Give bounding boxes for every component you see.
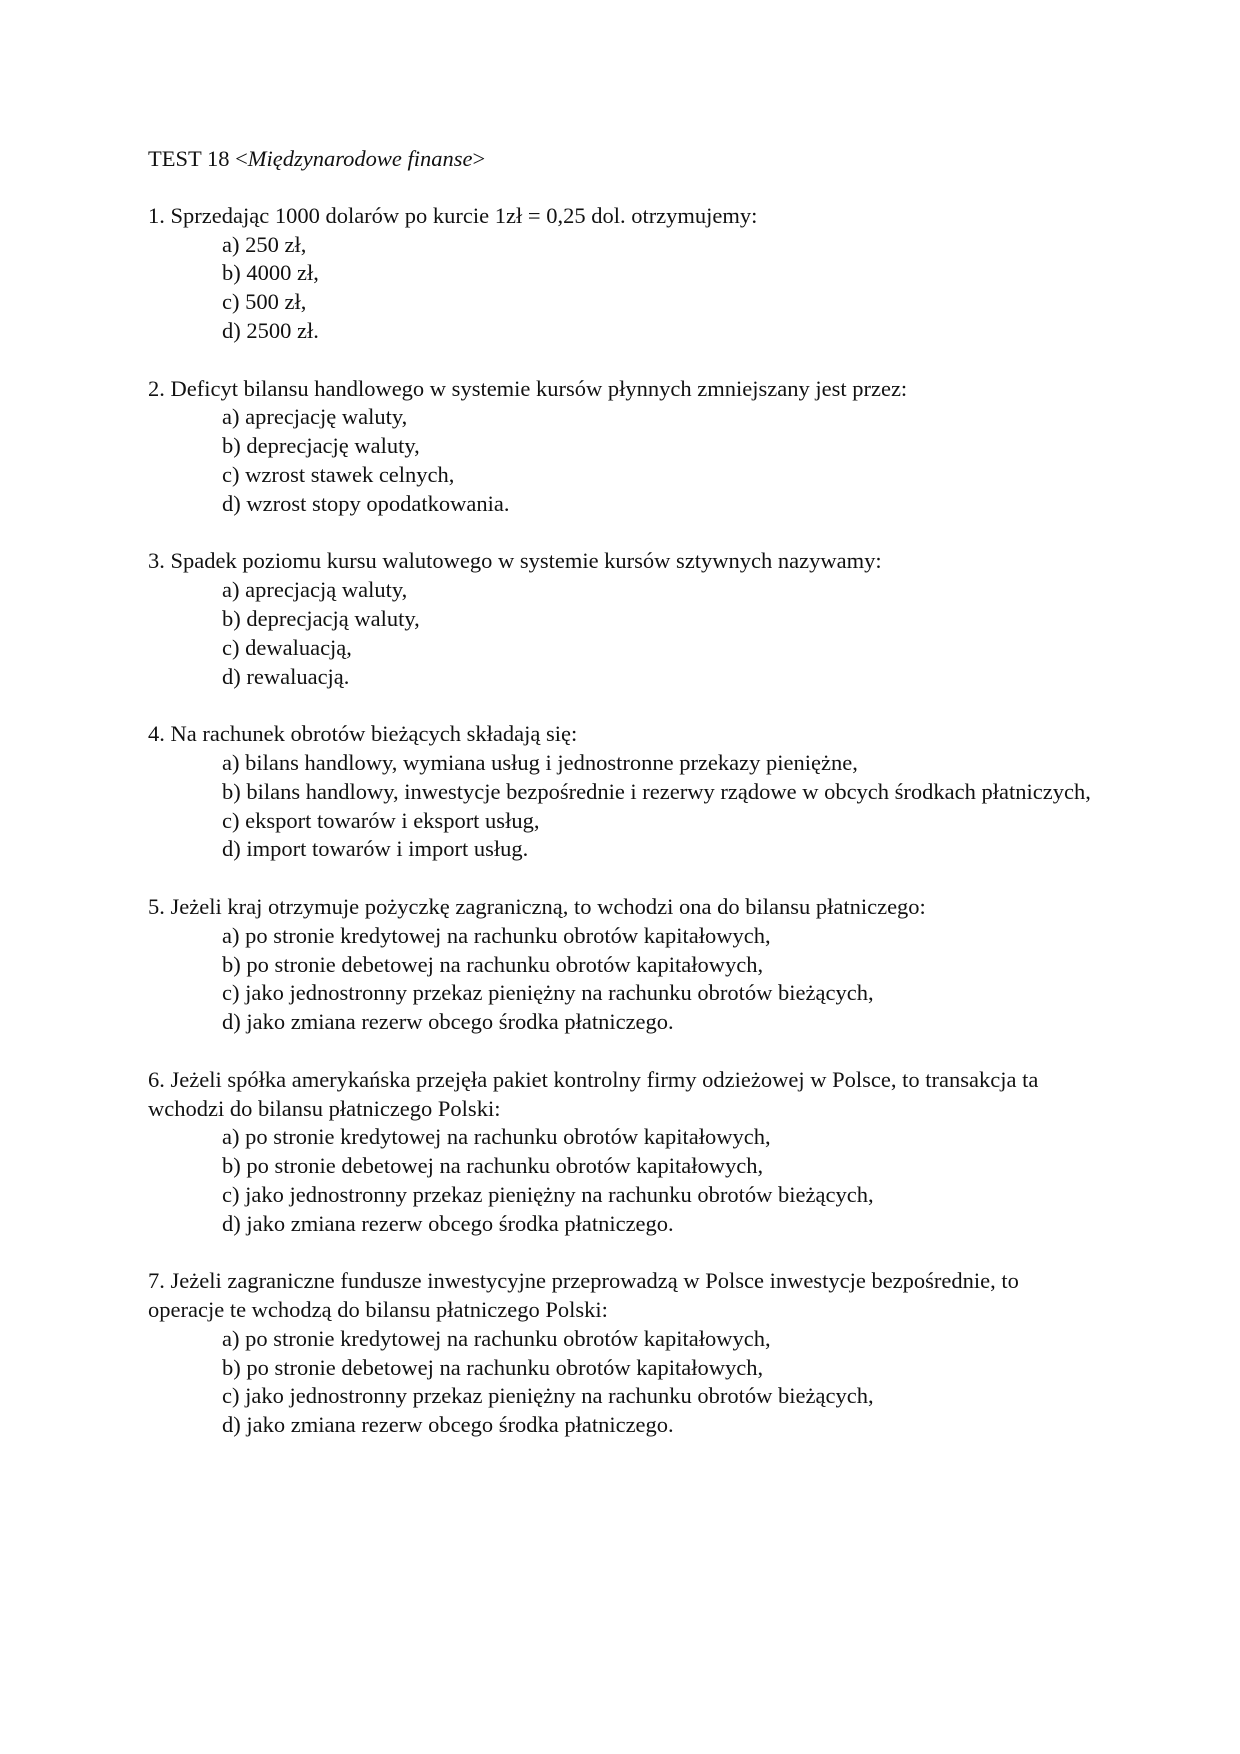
answer-option: d) import towarów i import usług. (222, 836, 529, 862)
question-text: 1. Sprzedając 1000 dolarów po kurcie 1zł = 0,25 dol. otrzymujemy: (148, 202, 758, 228)
question-4 (148, 720, 1098, 864)
answer-option: a) bilans handlowy, wymiana usług i jednostronne przekazy pieniężne, (222, 749, 858, 775)
question-7 (148, 1267, 1098, 1440)
answer-option: b) po stronie debetowej na rachunku obrotów kapitałowych, (222, 1354, 764, 1380)
answer-option: a) 250 zł, (222, 231, 307, 257)
answer-option: b) deprecjacją waluty, (222, 605, 420, 631)
title-prefix: TEST 18 < (148, 146, 248, 171)
title-suffix: > (472, 146, 486, 171)
answer-option: b) 4000 zł, (222, 260, 319, 286)
answer-option: a) po stronie kredytowej na rachunku obrotów kapitałowych, (222, 1325, 771, 1351)
answer-option: c) jako jednostronny przekaz pieniężny na rachunku obrotów bieżących, (222, 980, 874, 1006)
answer-option: c) 500 zł, (222, 289, 307, 315)
answer-option: d) jako zmiana rezerw obcego środka płatniczego. (222, 1412, 674, 1438)
answer-option: d) jako zmiana rezerw obcego środka płatniczego. (222, 1009, 674, 1035)
question-3 (148, 547, 1098, 691)
answer-list (148, 576, 1098, 691)
answer-option: b) deprecjację waluty, (222, 433, 420, 459)
answer-list (148, 922, 1098, 1037)
question-1 (148, 202, 1098, 346)
answer-list (148, 749, 1098, 864)
question-6 (148, 1066, 1098, 1239)
answer-option: d) 2500 zł. (222, 317, 319, 343)
answer-list (148, 1123, 1098, 1238)
answer-option: c) wzrost stawek celnych, (222, 461, 455, 487)
question-text: 4. Na rachunek obrotów bieżących składają się: (148, 721, 578, 747)
document-title (148, 145, 1098, 174)
answer-option: b) po stronie debetowej na rachunku obrotów kapitałowych, (222, 1153, 764, 1179)
question-text: 6. Jeżeli spółka amerykańska przejęła pakiet kontrolny firmy odzieżowej w Polsce, to transakcja ta wchodzi do bilansu płatniczego Polski: (148, 1066, 1039, 1121)
answer-option: d) wzrost stopy opodatkowania. (222, 490, 510, 516)
answer-option: c) jako jednostronny przekaz pieniężny na rachunku obrotów bieżących, (222, 1383, 874, 1409)
answer-option: a) po stronie kredytowej na rachunku obrotów kapitałowych, (222, 1124, 771, 1150)
document-content (148, 145, 1098, 1469)
answer-option: b) po stronie debetowej na rachunku obrotów kapitałowych, (222, 951, 764, 977)
title-subject: Międzynarodowe finanse (247, 146, 473, 171)
question-2 (148, 375, 1098, 519)
answer-list (148, 403, 1098, 518)
question-text: 2. Deficyt bilansu handlowego w systemie kursów płynnych zmniejszany jest przez: (148, 375, 908, 401)
answer-option: c) eksport towarów i eksport usług, (222, 807, 540, 833)
answer-list (148, 1325, 1098, 1440)
answer-option: c) jako jednostronny przekaz pieniężny na rachunku obrotów bieżących, (222, 1181, 874, 1207)
answer-list (148, 231, 1098, 346)
answer-option: a) aprecjację waluty, (222, 404, 408, 430)
question-text: 7. Jeżeli zagraniczne fundusze inwestycyjne przeprowadzą w Polsce inwestycje bezpośrednie, to operacje te wchodzą do bilansu płatniczego Polski: (148, 1268, 1019, 1323)
question-text: 3. Spadek poziomu kursu walutowego w systemie kursów sztywnych nazywamy: (148, 548, 882, 574)
answer-option: b) bilans handlowy, inwestycje bezpośrednie i rezerwy rządowe w obcych środkach płatniczych, (222, 778, 1091, 804)
answer-option: a) aprecjacją waluty, (222, 577, 408, 603)
answer-option: a) po stronie kredytowej na rachunku obrotów kapitałowych, (222, 922, 771, 948)
question-5 (148, 893, 1098, 1037)
answer-option: d) jako zmiana rezerw obcego środka płatniczego. (222, 1210, 674, 1236)
answer-option: d) rewaluacją. (222, 663, 350, 689)
question-text: 5. Jeżeli kraj otrzymuje pożyczkę zagraniczną, to wchodzi ona do bilansu płatniczego: (148, 893, 926, 919)
answer-option: c) dewaluacją, (222, 634, 352, 660)
